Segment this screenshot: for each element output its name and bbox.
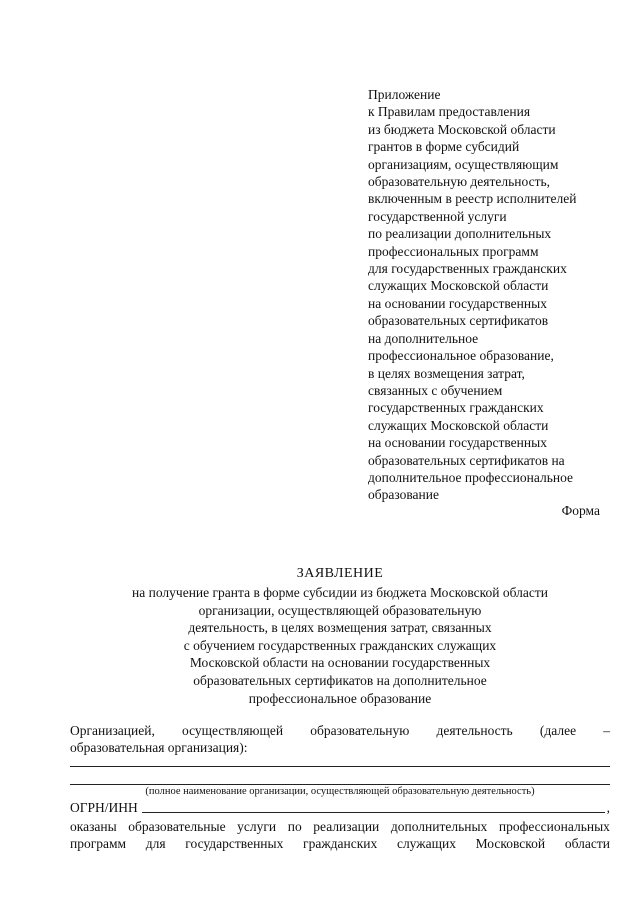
appendix-line: государственной услуги (368, 208, 507, 224)
subtitle-line: деятельность, в целях возмещения затрат, связанных (188, 620, 492, 636)
organization-name-field-line-1[interactable] (70, 766, 610, 767)
ogrn-inn-row (70, 800, 610, 816)
word: Организацией, (70, 723, 155, 738)
ogrn-inn-label: ОГРН/ИНН (70, 800, 138, 815)
statement-title: ЗАЯВЛЕНИЕ (296, 566, 384, 581)
services-paragraph (70, 818, 610, 852)
word: услуги (237, 819, 277, 834)
word: образовательные (128, 819, 226, 834)
appendix-line: связанных с обучением (368, 382, 503, 398)
services-line-2 (70, 835, 610, 852)
services-line-1 (70, 818, 610, 835)
word: оказаны (70, 819, 117, 834)
word: образовательную (310, 723, 410, 738)
word: гражданских (303, 836, 378, 851)
word: для (145, 836, 166, 851)
appendix-line: служащих Московской области (368, 417, 549, 433)
organization-name-caption: (полное наименование организации, осуществляющей образовательную деятельность) (145, 786, 535, 797)
appendix-line: Приложение (368, 87, 441, 102)
appendix-block (368, 86, 577, 504)
organization-paragraph (70, 722, 610, 756)
word: дополнительных (390, 819, 488, 834)
word: деятельность (436, 723, 513, 738)
word: (далее (539, 723, 577, 738)
word: осуществляющей (182, 723, 284, 738)
appendix-line: грантов в форме субсидий (368, 139, 520, 155)
appendix-line: образовательных сертификатов (368, 313, 549, 329)
appendix-line: профессиональное образование, (368, 348, 554, 364)
organization-line-1 (70, 722, 610, 739)
appendix-line: на дополнительное (368, 330, 479, 346)
appendix-line: организациям, осуществляющим (368, 156, 559, 172)
word: программ (70, 836, 127, 851)
form-label: Форма (561, 503, 600, 518)
subtitle-line: Московской области на основании государственных (189, 655, 491, 671)
appendix-line: к Правилам предоставления (368, 104, 531, 120)
appendix-line: включенным в реестр исполнителей (368, 191, 577, 207)
appendix-line: государственных гражданских (368, 400, 544, 416)
appendix-line: из бюджета Московской области (368, 121, 556, 137)
subtitle-line: образовательных сертификатов на дополнительное (193, 672, 487, 688)
subtitle-line: с обучением государственных гражданских служащих (183, 637, 497, 653)
ogrn-inn-field[interactable] (142, 800, 605, 813)
appendix-line: образовательных сертификатов на (368, 452, 565, 468)
organization-line-2: образовательная организация): (70, 740, 248, 755)
word: Московской (475, 836, 546, 851)
subtitle-line: на получение гранта в форме субсидии из бюджета Московской области (132, 585, 548, 600)
ogrn-comma: , (606, 800, 610, 815)
appendix-line: по реализации дополнительных (368, 226, 552, 242)
organization-name-field-line-2[interactable] (70, 784, 610, 785)
subtitle-line: профессиональное образование (248, 690, 432, 706)
appendix-line: служащих Московской области (368, 278, 549, 294)
appendix-line: дополнительное профессиональное (368, 469, 574, 485)
appendix-line: для государственных гражданских (368, 261, 567, 277)
word: государственных (185, 836, 284, 851)
appendix-line: образовательную деятельность, (368, 174, 551, 190)
word: – (603, 723, 610, 738)
word: по (287, 819, 302, 834)
appendix-line: образование (368, 487, 439, 503)
appendix-line: на основании государственных (368, 435, 547, 451)
word: служащих (396, 836, 456, 851)
word: области (564, 836, 610, 851)
word: реализации (313, 819, 380, 834)
statement-subtitle (40, 584, 640, 707)
subtitle-line: организации, осуществляющей образовательную (198, 602, 482, 618)
appendix-line: в целях возмещения затрат, (368, 365, 525, 381)
appendix-line: профессиональных программ (368, 243, 539, 259)
word: профессиональных (498, 819, 610, 834)
appendix-line: на основании государственных (368, 295, 547, 311)
